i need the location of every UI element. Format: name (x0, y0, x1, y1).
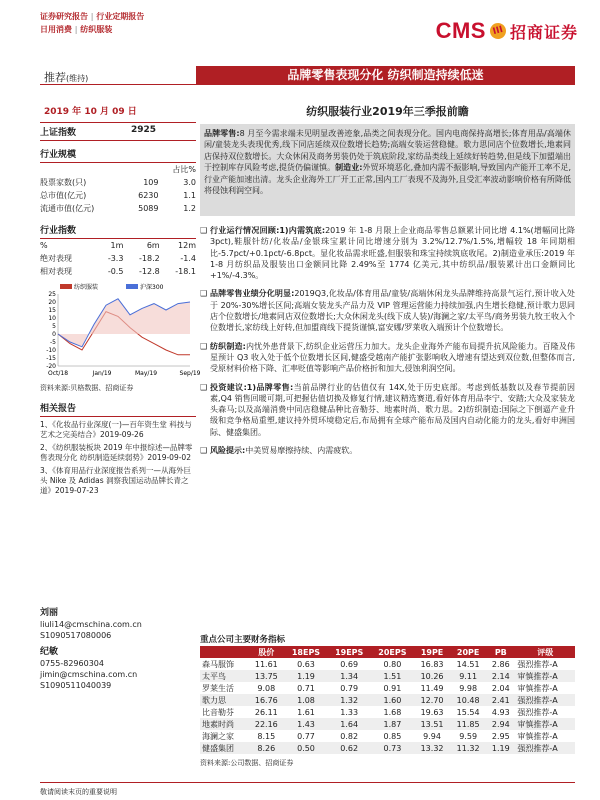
report-subtitle: 纺织服装行业2019年三季报前瞻 (306, 105, 469, 118)
table-cell: 9.59 (459, 731, 478, 741)
table-cell: 1.61 (297, 707, 315, 717)
table-row (200, 682, 575, 694)
x-tick-label: Oct/18 (47, 370, 69, 377)
bullet-item (200, 288, 575, 333)
perf-val: -18.1 (175, 267, 196, 276)
table-row (200, 694, 575, 706)
table-cell: 2.94 (486, 718, 515, 730)
table-cell: 11.61 (254, 659, 278, 669)
perf-col: 6m (146, 241, 160, 250)
report-category: 证券研究报告 | 行业定期报告 日用消费 | 纺织服装 (40, 12, 145, 34)
table-cell: 0.91 (383, 683, 402, 693)
logo-cn: 招商证券 (509, 22, 578, 42)
table-cell: 1.19 (284, 670, 327, 682)
perf-key: 绝对表现 (40, 254, 72, 263)
table-row (200, 742, 575, 754)
headline: 品牌零售表现分化 纺织制造持续低迷 (196, 66, 575, 85)
table-cell: 1.34 (328, 670, 371, 682)
scale-key: 总市值(亿元) (40, 191, 87, 200)
table-cell: 强烈推荐-A (517, 707, 558, 717)
table-cell: 14.51 (456, 659, 480, 669)
table-cell: 13.75 (248, 670, 284, 682)
y-tick-label: 5 (52, 323, 56, 330)
analyst-name: 纪敏 (40, 647, 59, 657)
index-block (40, 123, 196, 141)
perf-col: % (40, 241, 48, 250)
table-col-header: 19EPS (328, 646, 371, 658)
table-cell: 1.87 (371, 718, 414, 730)
x-tick-label: Jan/19 (92, 370, 112, 377)
table-col-header: 股价 (248, 646, 284, 658)
square-bullet-icon: ❑ (200, 289, 208, 299)
summary-lead: 品牌零售: (204, 129, 240, 138)
cms-logo (436, 18, 578, 44)
y-tick-label: -5 (50, 339, 56, 346)
scale-row (40, 189, 196, 202)
bullet-text: 中美贸易摩擦持续、内需疲软。 (245, 446, 358, 456)
scale-row (40, 202, 196, 215)
perf-col: 1m (110, 241, 124, 250)
company-name: 健盛集团 (200, 742, 248, 754)
table-cell: 1.60 (371, 694, 414, 706)
table-cell: 2.95 (491, 731, 510, 741)
table-cell: 2.14 (486, 670, 515, 682)
table-cell: 审慎推荐-A (517, 731, 558, 741)
table-cell: 12.70 (414, 694, 450, 706)
table-cell: 0.79 (340, 683, 359, 693)
table-cell: 1.19 (486, 742, 515, 754)
legend-swatch (60, 284, 72, 289)
table-cell: 4.93 (491, 707, 510, 717)
table-cell: 1.68 (383, 707, 402, 717)
table-cell: 10.26 (414, 670, 450, 682)
table-cell: 22.16 (248, 718, 284, 730)
related-report[interactable]: 2、《纺织服装板块 2019 年中报综述—品牌零售表现分化 纺织制造延续弱势》2019-09-02 (40, 443, 193, 462)
table-row (200, 730, 575, 742)
legend-swatch (126, 284, 138, 289)
rating-sub: (维持) (66, 74, 89, 83)
scale-val: 6230 (138, 191, 159, 200)
logo-circle-icon: III (488, 21, 508, 41)
table-cell: 1.08 (284, 694, 327, 706)
scale-title: 行业规模 (40, 145, 196, 163)
index-value: 2925 (130, 125, 156, 135)
index-chart-svg (40, 282, 201, 380)
perf-val: -3.3 (107, 254, 124, 263)
table-cell: 19.63 (420, 707, 444, 717)
sector-2: 纺织服装 (80, 25, 113, 34)
financial-table (200, 646, 575, 754)
table-col-header: 评级 (515, 646, 575, 658)
related-title: 相关报告 (40, 399, 196, 417)
perf-val: -0.5 (107, 267, 124, 276)
table-cell: 1.33 (340, 707, 359, 717)
bullet-item (200, 382, 575, 438)
summary-lead2: 制造业: (335, 163, 363, 173)
summary-text: 8 月至今需求端未见明显改善迹象,品类之间表现分化。国内电商保持高增长;体育用品/高端休闲/童装龙头表现优秀,线下同店延续双位数增长趋势;高端女装运营稳健。歌力思同店个位数增长,地素同店保持双位数增长。大众休闲及商务男装仍处于筑底阶段,家纺品类线上延续好转趋势,但是线下加盟端出于控制库存风险考虑,提货仍偏谨慎。 (204, 129, 572, 173)
table-cell: 0.77 (297, 731, 315, 741)
table-cell: 0.63 (297, 659, 315, 669)
analyst-cert: S1090517080006 (40, 631, 112, 640)
y-tick-label: 0 (52, 331, 56, 338)
report-date: 2019 年 10 月 09 日 (44, 107, 137, 117)
summary-box (200, 124, 575, 216)
analyst-email[interactable]: jimin@cmschina.com.cn (40, 670, 138, 679)
table-cell: 10.48 (450, 694, 486, 706)
legend-label: 沪深300 (140, 284, 164, 291)
index-chart (40, 282, 201, 380)
bullet-lead: 风险提示: (210, 446, 246, 456)
related-report[interactable]: 1、《化妆品行业深度(一)—百年资生堂 科技与艺术之完美结合》2019-09-26 (40, 420, 192, 439)
perf-key: 相对表现 (40, 267, 72, 276)
table-cell: 8.26 (248, 742, 284, 754)
table-cell: 2.86 (491, 659, 510, 669)
y-tick-label: 15 (48, 307, 56, 314)
left-sidebar (40, 122, 201, 496)
perf-row (40, 265, 196, 278)
table-cell: 13.32 (414, 742, 450, 754)
table-source: 资料来源:公司数据、招商证券 (200, 759, 294, 767)
table-col-header: 18EPS (284, 646, 327, 658)
company-name: 地素时尚 (200, 718, 248, 730)
y-tick-label: 25 (48, 291, 56, 298)
table-cell: 强烈推荐-A (515, 694, 575, 706)
y-tick-label: 10 (48, 315, 56, 322)
index-label: 上证指数 (40, 128, 77, 138)
y-tick-label: 20 (48, 299, 56, 306)
table-col-header (200, 646, 248, 658)
analyst-email[interactable]: liuli14@cmschina.com.cn (40, 620, 142, 629)
company-name: 歌力思 (200, 694, 248, 706)
table-col-header: 20EPS (371, 646, 414, 658)
square-bullet-icon: ❑ (200, 382, 208, 392)
table-cell: 1.51 (371, 670, 414, 682)
table-cell: 11.32 (450, 742, 486, 754)
table-cell: 11.49 (420, 683, 444, 693)
table-row (200, 718, 575, 730)
table-cell: 强烈推荐-A (515, 742, 575, 754)
table-cell: 9.98 (459, 683, 478, 693)
x-tick-label: May/19 (134, 370, 158, 377)
table-cell: 11.85 (450, 718, 486, 730)
footer: 敬请阅读末页的重要说明 (40, 782, 575, 797)
company-name: 森马服饰 (202, 659, 234, 669)
bullet-text: 2019 年 1-8 月限上企业商品零售总额累计同比增 4.1%(增幅同比降 3pct),鞋服针纺/化妆品/金银珠宝累计同比增速分别为 3.2%/12.7%/1.5%,增幅较 18 年同期相比-5.7pct/+0.1pct/-6.8pct。显化妆品需求旺盛,但服装和珠宝持续筑底收尾。2)制造业承压:2019 年 1-8 月纺织品及服装出口金额同比降 2.49%至 1774 亿美元,其中纺织品/服装累计出口金额同比+1%/-4.3%。 (210, 226, 575, 281)
scale-val: 5089 (138, 204, 159, 213)
square-bullet-icon: ❑ (200, 226, 208, 235)
table-cell: 审慎推荐-A (517, 683, 558, 693)
y-tick-label: -15 (46, 355, 56, 362)
table-cell: 0.82 (340, 731, 359, 741)
table-cell: 1.43 (284, 718, 327, 730)
perf-val: -1.4 (180, 254, 196, 263)
scale-val: 109 (143, 178, 159, 187)
table-cell: 审慎推荐-A (515, 670, 575, 682)
analysts (40, 608, 196, 691)
scale-row (40, 176, 196, 189)
scale-table (40, 163, 196, 215)
table-col-header: 19PE (414, 646, 450, 658)
rating-label: 推荐 (44, 71, 66, 84)
scale-pct: 1.1 (183, 191, 196, 200)
bullet-text: 2019Q3,化妆品/体育用品/童装/高端休闲龙头品牌维持高景气运行,预计收入处于 20%-30%增长区间;高端女装龙头产品力及 VIP 管理运营能力持续加强,内生增长稳健,预计歌力思同店个位数增长/地素同店双位数增长;大众休闲龙头(线下成人装)/海澜之家/太平鸟/商务男装九牧王收入个位数增长,家纺线上好转,但加盟商线下提货谨慎,富安娜/罗莱收入端预计个位数增长。 (210, 289, 576, 333)
table-cell: 0.73 (371, 742, 414, 754)
perf-row (40, 252, 196, 265)
table-cell: 0.71 (297, 683, 315, 693)
perf-table (40, 239, 196, 278)
perf-title: 行业指数 (40, 221, 196, 239)
table-cell: 2.04 (491, 683, 510, 693)
bullet-item (200, 445, 575, 456)
sector-1: 日用消费 (40, 25, 72, 34)
bullet-list (200, 225, 575, 463)
company-name: 太平鸟 (200, 670, 248, 682)
table-cell: 0.85 (383, 731, 402, 741)
rating (40, 66, 196, 85)
bullet-lead: 投资建议:1)品牌零售: (210, 382, 294, 392)
perf-val: -12.8 (139, 267, 160, 276)
logo-cms: CMS (435, 18, 486, 43)
table-cell: 强烈推荐-A (517, 659, 558, 669)
table-cell: 16.83 (420, 659, 444, 669)
table-cell: 1.64 (328, 718, 371, 730)
table-cell: 1.32 (328, 694, 371, 706)
analyst-phone: 0755-82960304 (40, 659, 104, 668)
table-row (200, 706, 575, 718)
summary-text2: 外贸环境恶化,叠加内需不振影响,导致国内产能开工率不足,行业产能加速出清。龙头企业海外工厂开工正常,国内工厂表现不及海外,且受汇率波动影响价格有所降低将侵蚀利润空间。 (204, 163, 572, 196)
table-cell: 15.54 (456, 707, 480, 717)
analyst-cert: S1090511040039 (40, 681, 112, 690)
table-title: 重点公司主要财务指标 (200, 635, 286, 645)
table-cell: 9.94 (423, 731, 441, 741)
legend-label: 纺织服装 (74, 284, 99, 291)
table-header (200, 646, 575, 658)
table-cell: 0.80 (383, 659, 402, 669)
rating-bar (40, 66, 575, 85)
y-tick-label: -20 (46, 363, 56, 370)
report-type-1: 证券研究报告 (40, 12, 88, 21)
bullet-text: 内忧外患背景下,纺织企业运营压力加大。龙头企业海外产能布局提升抗风险能力。百隆及伟星预计 Q3 收入处于低个位数增长区间,健盛受越南产能扩张影响收入增速有望达到双位数,但整体而言,受原材料价格下降、汇率贬值等影响产品价格折和加大,侵蚀利润空间。 (210, 341, 575, 374)
scale-pct: 3.0 (183, 178, 196, 187)
report-type-2: 行业定期报告 (96, 12, 145, 21)
bullet-item (200, 341, 575, 375)
analyst-name: 刘丽 (40, 608, 59, 618)
square-bullet-icon: ❑ (200, 446, 208, 456)
scale-pct: 1.2 (183, 204, 196, 213)
table-cell: 26.11 (254, 707, 278, 717)
company-name: 比音勒芬 (202, 707, 234, 717)
bullet-lead: 纺织制造: (210, 341, 246, 351)
company-name: 海澜之家 (202, 731, 234, 741)
perf-col: 12m (178, 241, 196, 250)
chart-source: 资料来源:贝格数据、招商证券 (40, 384, 134, 392)
bullet-text: 当前品牌行业的估值仅有 14X,处于历史底部。考虑到低基数以及春节提前因素,Q4 销售回暖可期,可把握估值切换及修复行情,建议精选赛道,看好体育用品李宁、安踏;大众及家装龙头森马;以及高端消费中同店稳健品种比音勒芬、地素时尚、歌力思。2)纺织制造:国际之下倒逼产业升级和竞争格局重塑,建议持外贸环境稳定后,布局拥有全球产能布局及国内自动化能力的龙头,看好申洲国际、健盛集团。 (210, 382, 575, 437)
company-name: 罗莱生活 (202, 683, 234, 693)
table-cell: 2.41 (486, 694, 515, 706)
bullet-lead: 行业运行情况回顾:1)内需筑底: (210, 226, 326, 235)
table-cell: 审慎推荐-A (515, 718, 575, 730)
table-cell: 0.62 (328, 742, 371, 754)
table-col-header: PB (486, 646, 515, 658)
y-tick-label: -10 (46, 347, 56, 354)
scale-key: 股票家数(只) (40, 178, 87, 187)
table-col-header: 20PE (450, 646, 486, 658)
table-cell: 0.69 (340, 659, 359, 669)
table-cell: 9.08 (257, 683, 276, 693)
bullet-item (200, 225, 575, 281)
scale-unit: 占比% (172, 165, 196, 174)
scale-key: 流通市值(亿元) (40, 204, 95, 213)
perf-val: -18.2 (139, 254, 160, 263)
table-cell: 13.51 (414, 718, 450, 730)
bullet-lead: 品牌零售业绩分化明显: (210, 289, 295, 299)
table-row (200, 670, 575, 682)
square-bullet-icon: ❑ (200, 341, 208, 351)
related-report[interactable]: 3、《体育用品行业深度报告系列一—从海外巨头 Nike 及 Adidas 洞察我国运动品牌长青之道》2019-07-23 (40, 466, 192, 495)
table-cell: 8.15 (257, 731, 276, 741)
x-tick-label: Sep/19 (179, 370, 201, 377)
table-cell: 16.76 (248, 694, 284, 706)
table-row (200, 658, 575, 670)
table-cell: 9.11 (450, 670, 486, 682)
table-cell: 0.50 (284, 742, 327, 754)
